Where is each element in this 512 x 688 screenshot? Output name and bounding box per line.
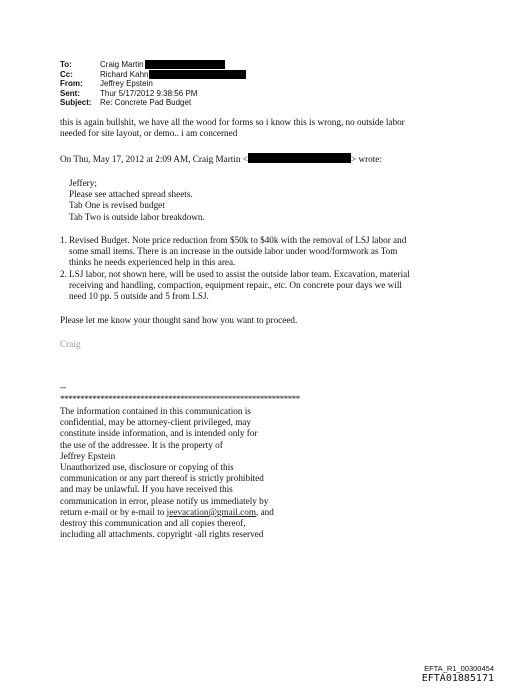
list-item	[60, 269, 410, 303]
disclaimer-text: return e-mail or by e-mail to	[60, 506, 167, 517]
redaction-bar	[248, 153, 351, 163]
disclaimer-line: the use of the addressee. It is the property of	[60, 439, 223, 450]
subject-value: Re: Concrete Pad Budget	[100, 98, 192, 108]
reply-body	[60, 117, 405, 139]
quote-intro-wrote: > wrote:	[350, 154, 382, 164]
separator-stars: ************************************************************	[60, 394, 300, 404]
disclaimer-line: Unauthorized use, disclosure or copying of this	[60, 462, 234, 473]
reply-line: needed for site layout, or demo.. i am concerned	[60, 128, 238, 139]
sent-label: Sent:	[60, 88, 80, 98]
sent-row	[60, 89, 246, 99]
list-line: thinks he needs experienced help in this area.	[69, 257, 236, 268]
cc-row	[60, 70, 246, 80]
list-line: LSJ labor, not shown here, will be used to assist the outside labor team. Excavation, material	[69, 268, 410, 279]
bates-id-secondary: EFTA01885171	[421, 673, 494, 684]
disclaimer-line: confidential, may be attorney-client privileged, may	[60, 417, 252, 428]
subject-row	[60, 98, 246, 108]
email-link[interactable]: jeevacation@gmail.com	[166, 506, 256, 517]
to-value: Craig Martin	[100, 60, 144, 69]
list-line: Revised Budget. Note price reduction from $50k to $40k with the removal of LSJ labor and	[69, 235, 407, 245]
to-row	[60, 60, 246, 70]
bates-stamp	[422, 664, 494, 685]
list-line: receiving and handling, compaction, equipment repair., etc. On concrete pour days we will	[69, 279, 402, 290]
separator-dash: --	[60, 382, 67, 392]
disclaimer-line: destroy this communication and all copies thereof,	[60, 518, 246, 529]
subject-label: Subject:	[60, 98, 92, 108]
quoted-line: Tab Two is outside labor breakdown.	[69, 211, 205, 222]
disclaimer-line: communication in error, please notify us immediately by	[60, 495, 269, 506]
reply-line: this is again bullshit, we have all the wood for forms so i know this is wrong, no outside labor	[60, 117, 405, 127]
to-label: To:	[60, 60, 72, 69]
quoted-line: Tab One is revised budget	[69, 200, 165, 211]
numbered-list	[60, 235, 410, 302]
quote-intro-text: On Thu, May 17, 2012 at 2:09 AM, Craig Martin <	[60, 154, 248, 164]
quoted-line: Please see attached spread sheets.	[69, 189, 193, 200]
quote-intro	[60, 153, 382, 165]
disclaimer-line: constitute inside information, and is intended only for	[60, 428, 258, 439]
disclaimer-line: The information contained in this communication is	[60, 406, 251, 416]
disclaimer-line: communication or any part thereof is strictly prohibited	[60, 473, 264, 484]
list-line: some small items. There is an increase in the outside labor under wood/formwork as Tom	[69, 246, 398, 257]
signature: Craig	[60, 339, 81, 349]
cc-label: Cc:	[60, 69, 73, 79]
disclaimer-line: and may be unlawful. If you have received this	[60, 484, 233, 495]
email-header	[60, 60, 246, 108]
from-label: From:	[60, 79, 83, 89]
disclaimer-line	[60, 507, 274, 518]
quoted-greeting: Jeffery;	[69, 178, 97, 188]
disclaimer-text: , and	[255, 506, 274, 517]
list-number: 1.	[60, 235, 67, 245]
bates-id-primary: EFTA_R1_00300454	[424, 664, 494, 673]
cc-value: Richard Kahn	[100, 69, 149, 79]
disclaimer	[60, 406, 274, 540]
list-number: 2.	[60, 268, 67, 279]
list-line: need 10 pp. 5 outside and 5 from LSJ.	[69, 291, 209, 302]
disclaimer-line: including all attachments. copyright -all rights reserved	[60, 529, 264, 540]
redaction-bar	[149, 70, 246, 79]
sent-value: Thur 5/17/2012 9:38:56 PM	[100, 88, 198, 98]
quoted-greeting-block	[69, 178, 205, 223]
list-item	[60, 235, 410, 269]
from-value: Jeffrey Epstein	[100, 79, 153, 89]
redaction-bar	[145, 60, 225, 69]
closing-line: Please let me know your thought sand how you want to proceed.	[60, 315, 298, 325]
from-row	[60, 79, 246, 89]
disclaimer-line: Jeffrey Epstein	[60, 450, 116, 461]
